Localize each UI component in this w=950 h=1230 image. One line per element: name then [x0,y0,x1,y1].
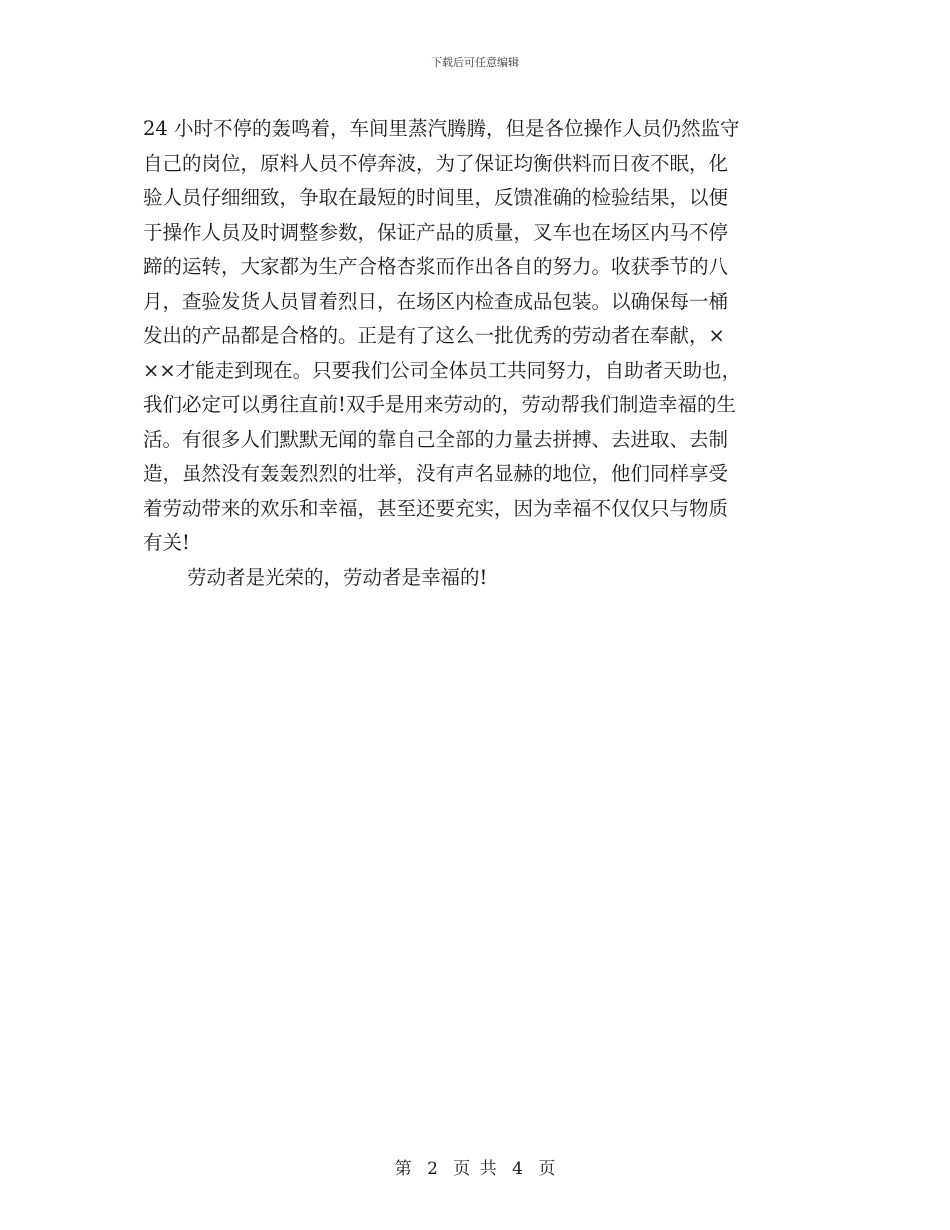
text-line: 自己的岗位，原料人员不停奔波，为了保证均衡供料而日夜不眠，化 [143,151,729,175]
total-pages-number: 4 [512,1159,523,1179]
page-footer [0,1154,950,1179]
footer-prefix: 第 [394,1159,412,1179]
text-line: 发出的产品都是合格的。正是有了这么一批优秀的劳动者在奉献，× [143,324,725,347]
text-line: 24 小时不停的轰鸣着，车间里蒸汽腾腾，但是各位操作人员仍然监守 [143,117,740,140]
text-line: 月，查验发货人员冒着烈日，在场区内检查成品包装。以确保每一桶 [143,289,729,313]
text-line: 活。有很多人们默默无闻的靠自己全部的力量去拼搏、去进取、去制 [143,427,729,451]
text-line: 蹄的运转，大家都为生产合格杏浆而作出各自的努力。收获季节的八 [143,255,729,278]
text-line: 有关! [143,531,190,554]
text-line: 于操作人员及时调整参数，保证产品的质量，叉车也在场区内马不停 [143,220,729,244]
text-line: ××才能走到现在。只要我们公司全体员工共同努力，自助者天助也， [143,358,742,382]
current-page-number: 2 [427,1159,438,1179]
text-line: 造，虽然没有轰轰烈烈的壮举，没有声名显赫的地位，他们同样享受 [143,462,729,485]
document-body [143,112,811,595]
text-line: 着劳动带来的欢乐和幸福，甚至还要充实，因为幸福不仅仅只与物质 [143,496,729,520]
page-header: 下载后可任意编辑 [431,56,519,69]
text-line: 验人员仔细细致，争取在最短的时间里，反馈准确的检验结果，以便 [143,186,729,209]
text-line: 我们必定可以勇往直前!双手是用来劳动的，劳动帮我们制造幸福的生 [143,393,736,416]
footer-middle: 页 共 [453,1159,497,1179]
footer-suffix: 页 [538,1159,556,1179]
closing-paragraph: 劳动者是光荣的，劳动者是幸福的! [187,565,488,589]
